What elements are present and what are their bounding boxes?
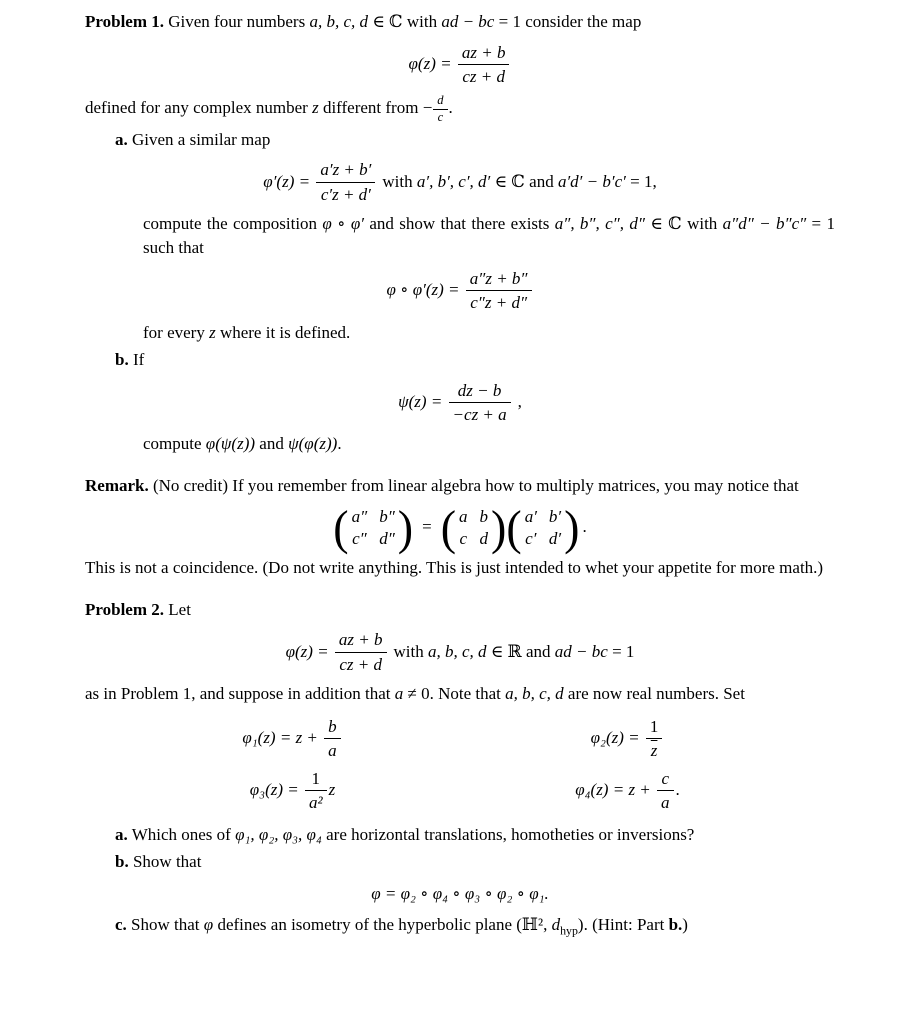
fraction-numerator: 1 xyxy=(646,716,663,739)
equation-composition-chain xyxy=(85,882,835,907)
equation-lhs: φ₃(z) = xyxy=(249,780,303,800)
text-run: ∈ ℂ with xyxy=(644,213,723,233)
problem-1-intro xyxy=(85,10,835,35)
phi1-definition xyxy=(242,716,342,762)
text-run: φ xyxy=(203,915,214,935)
fraction-numerator: 1 xyxy=(305,768,327,791)
fraction-denominator-zbar: z xyxy=(650,740,658,760)
equation-punctuation: . xyxy=(675,780,680,800)
equation-row xyxy=(409,42,512,88)
item-a-paragraph xyxy=(143,212,835,261)
matrix-prime xyxy=(506,500,580,555)
left-paren: ( xyxy=(333,500,349,555)
equation-composition xyxy=(85,268,835,314)
item-a-closing-line xyxy=(143,321,835,346)
fraction-numerator: a′z + b′ xyxy=(316,159,375,182)
fraction xyxy=(646,716,663,762)
text-run: φ(ψ(z)) xyxy=(205,434,256,454)
text-run: defines an isometry of the hyperbolic plane (ℍ², xyxy=(213,915,552,935)
equation-phi-main xyxy=(85,42,835,88)
text-run: b. xyxy=(115,852,129,872)
matrix-cell: b″ xyxy=(379,506,395,526)
text-run: z xyxy=(209,322,216,342)
equation-punctuation xyxy=(518,390,522,415)
matrix-cell: a″ xyxy=(351,506,368,526)
fraction-numerator: dz − b xyxy=(449,380,511,403)
problem-2-heading xyxy=(85,598,835,623)
text-run: ∈ ℂ and xyxy=(490,171,558,191)
matrix-cell: d″ xyxy=(379,528,395,548)
text-run: c. xyxy=(115,915,127,935)
equation-body: φ = φ₂ ∘ φ₄ ∘ φ₃ ∘ φ₂ ∘ φ₁. xyxy=(371,883,549,903)
right-paren: ) xyxy=(564,500,580,555)
text-run: = 1 consider the map xyxy=(494,12,642,31)
text-run: a′, b′, c′, d′ xyxy=(416,171,491,191)
matrix-cells xyxy=(522,506,564,550)
fraction-denominator: c″z + d″ xyxy=(470,293,528,313)
matrix-cell: b′ xyxy=(548,506,562,526)
equation-row xyxy=(386,268,533,314)
fraction xyxy=(449,380,511,426)
phi2-definition xyxy=(591,716,665,762)
matrix-cell: b xyxy=(479,506,489,526)
fraction-denominator: c xyxy=(437,109,444,124)
text-run: are horizontal translations, homotheties or inversions? xyxy=(321,824,695,844)
text-run: This is not a coincidence. (Do not write anything. This is just intended to whet your appetite for more math.) xyxy=(85,558,824,578)
text-run: φ₁, φ₂, φ₃, φ₄ xyxy=(235,824,322,844)
text-run: defined for any complex number xyxy=(85,98,313,118)
fraction xyxy=(458,42,510,88)
text-run: a, b, c, d xyxy=(309,12,368,31)
text-run: a′d′ − b′c′ xyxy=(557,171,626,191)
equation-row xyxy=(333,500,587,555)
problem-2-item-b xyxy=(115,850,835,906)
text-run: Given four numbers xyxy=(164,12,310,31)
problem-1-defined-line xyxy=(85,94,835,125)
fraction-numerator: c xyxy=(657,768,674,791)
matrix-plain xyxy=(440,500,507,555)
phi4-definition xyxy=(575,768,680,814)
fraction-numerator: a″z + b″ xyxy=(466,268,532,291)
equation-lhs: φ₁(z) = z + xyxy=(242,727,323,747)
equation-lhs: ψ(z) = xyxy=(398,392,447,412)
remark-paragraph xyxy=(85,474,835,499)
item-a-paragraph xyxy=(115,823,835,848)
problem-1-item-a xyxy=(115,128,835,346)
fraction xyxy=(305,768,327,814)
text-segment: . xyxy=(448,98,453,118)
text-run: ad − bc xyxy=(554,641,608,661)
right-paren: ) xyxy=(397,500,414,555)
text-run: ∈ ℝ and xyxy=(486,641,555,661)
text-run: Remark. xyxy=(85,475,149,495)
text-run: a. xyxy=(115,129,128,149)
equation-lhs: φ(z) = xyxy=(408,54,456,74)
text-run: Which ones of xyxy=(127,824,236,844)
equation-psi xyxy=(85,380,835,426)
fraction-numerator: az + b xyxy=(458,42,510,65)
text-run: with xyxy=(382,171,417,191)
text-run: as in Problem 1, and suppose in addition that xyxy=(85,683,395,703)
fraction-denominator: −cz + a xyxy=(452,405,507,425)
text-run: ). (Hint: Part xyxy=(577,915,669,935)
text-run: where it is defined. xyxy=(215,322,351,342)
text-run: ∈ ℂ with xyxy=(367,12,442,31)
text-run: z xyxy=(312,98,319,118)
text-run: Problem 1. xyxy=(85,12,165,31)
left-paren: ( xyxy=(440,500,457,555)
equation-lhs: φ ∘ φ′(z) = xyxy=(386,280,464,300)
problem-1-item-b xyxy=(115,348,835,457)
text-run: compute the composition xyxy=(143,213,323,233)
left-paren: ( xyxy=(506,500,522,555)
fraction-denominator: c′z + d′ xyxy=(320,184,371,204)
text-run: and xyxy=(255,434,289,454)
text-run: d xyxy=(551,915,561,935)
text-run: hyp xyxy=(560,923,578,938)
remark-closing-paragraph xyxy=(85,556,835,581)
text-run: Given a similar map xyxy=(127,129,271,149)
text-run: a, b, c, d xyxy=(505,683,564,703)
text-run: a″, b″, c″, d″ xyxy=(554,213,645,233)
fraction-numerator: az + b xyxy=(335,629,387,652)
text-run: and show that there exists xyxy=(364,213,555,233)
equation-side-text xyxy=(394,640,635,665)
text-run: φ ∘ φ′ xyxy=(322,213,364,233)
fraction xyxy=(316,159,375,205)
fraction-denominator: cz + d xyxy=(339,654,383,674)
fraction-numerator: b xyxy=(324,716,341,739)
text-run: , xyxy=(517,392,522,412)
text-run: b. xyxy=(668,915,683,935)
problem-2-paragraph xyxy=(85,682,835,707)
equation-lhs: φ₂(z) = xyxy=(590,727,644,747)
matrix-cell: d xyxy=(479,528,489,548)
fraction-denominator: a xyxy=(661,793,670,813)
text-run: Show that xyxy=(126,915,204,935)
text-run: compute xyxy=(143,434,206,454)
matrix-cells xyxy=(456,506,491,550)
problem-2-item-c xyxy=(115,913,835,940)
equation-phi-real xyxy=(85,629,835,675)
text-run: = 1, xyxy=(625,171,657,191)
text-segment xyxy=(85,98,432,117)
text-run: . xyxy=(337,434,342,454)
equation-row xyxy=(398,380,522,426)
equation-phi-prime xyxy=(85,159,835,205)
matrix-cell: a′ xyxy=(524,506,537,526)
text-run: ) xyxy=(682,915,688,935)
matrix-cell: c″ xyxy=(352,528,367,548)
item-b-heading xyxy=(115,850,835,875)
text-run: a xyxy=(394,683,404,703)
fraction xyxy=(324,716,341,762)
text-run: a. xyxy=(115,824,128,844)
equation-row xyxy=(286,629,635,675)
matrix-cell: c′ xyxy=(525,528,537,548)
fraction xyxy=(657,768,674,814)
item-c-paragraph xyxy=(115,913,835,940)
fraction xyxy=(335,629,387,675)
matrix-cell: d′ xyxy=(548,528,562,548)
text-run: a″d″ − b″c″ xyxy=(722,213,807,233)
phi3-definition xyxy=(250,768,335,814)
text-run: Problem 2. xyxy=(85,599,165,619)
equation-lhs: φ(z) = xyxy=(285,641,333,661)
item-b-paragraph xyxy=(143,432,835,457)
problem-2-item-a xyxy=(115,823,835,848)
equation-lhs: φ₄(z) = z + xyxy=(575,780,656,800)
text-run: ψ(φ(z)) xyxy=(288,434,338,454)
text-run: (No credit) If you remember from linear algebra how to multiply matrices, you may notice that xyxy=(148,475,799,495)
matrix-cell: c xyxy=(459,528,468,548)
text-run: with xyxy=(393,641,428,661)
equation-lhs: φ′(z) = xyxy=(263,171,315,191)
equation-side-text xyxy=(382,170,656,195)
matrix-double-prime xyxy=(333,500,414,555)
text-run: b. xyxy=(115,350,129,370)
matrix-cells xyxy=(349,506,398,550)
text-run: Show that xyxy=(128,852,202,872)
fraction xyxy=(466,268,532,314)
text-run: If xyxy=(128,350,145,370)
text-run: different from − xyxy=(318,98,433,118)
equation-trailing-variable: z xyxy=(328,780,336,800)
right-paren: ) xyxy=(491,500,507,555)
matrix-equation xyxy=(85,500,835,555)
fraction-denominator: a xyxy=(328,740,337,760)
text-run: Let xyxy=(164,599,191,619)
text-run: = 1 such that xyxy=(143,213,835,258)
fraction-numerator: d xyxy=(433,94,447,110)
fraction-denominator: cz + d xyxy=(462,66,505,86)
text-run: for every xyxy=(143,322,210,342)
equals-sign: = xyxy=(422,517,432,537)
equation-punctuation: . xyxy=(582,517,587,537)
equation-row xyxy=(263,159,656,205)
item-a-heading xyxy=(115,128,835,153)
matrix-cell: a xyxy=(459,506,468,526)
phi-definitions-grid xyxy=(125,716,795,814)
text-run: ad − bc xyxy=(441,12,495,31)
item-b-heading xyxy=(115,348,835,373)
text-run: = 1 xyxy=(607,641,635,661)
fraction-denominator: a² xyxy=(309,793,323,813)
text-run: ≠ 0. Note that xyxy=(403,683,506,703)
text-run: a, b, c, d xyxy=(427,641,487,661)
text-run: are now real numbers. Set xyxy=(563,683,745,703)
inline-fraction xyxy=(433,94,447,125)
